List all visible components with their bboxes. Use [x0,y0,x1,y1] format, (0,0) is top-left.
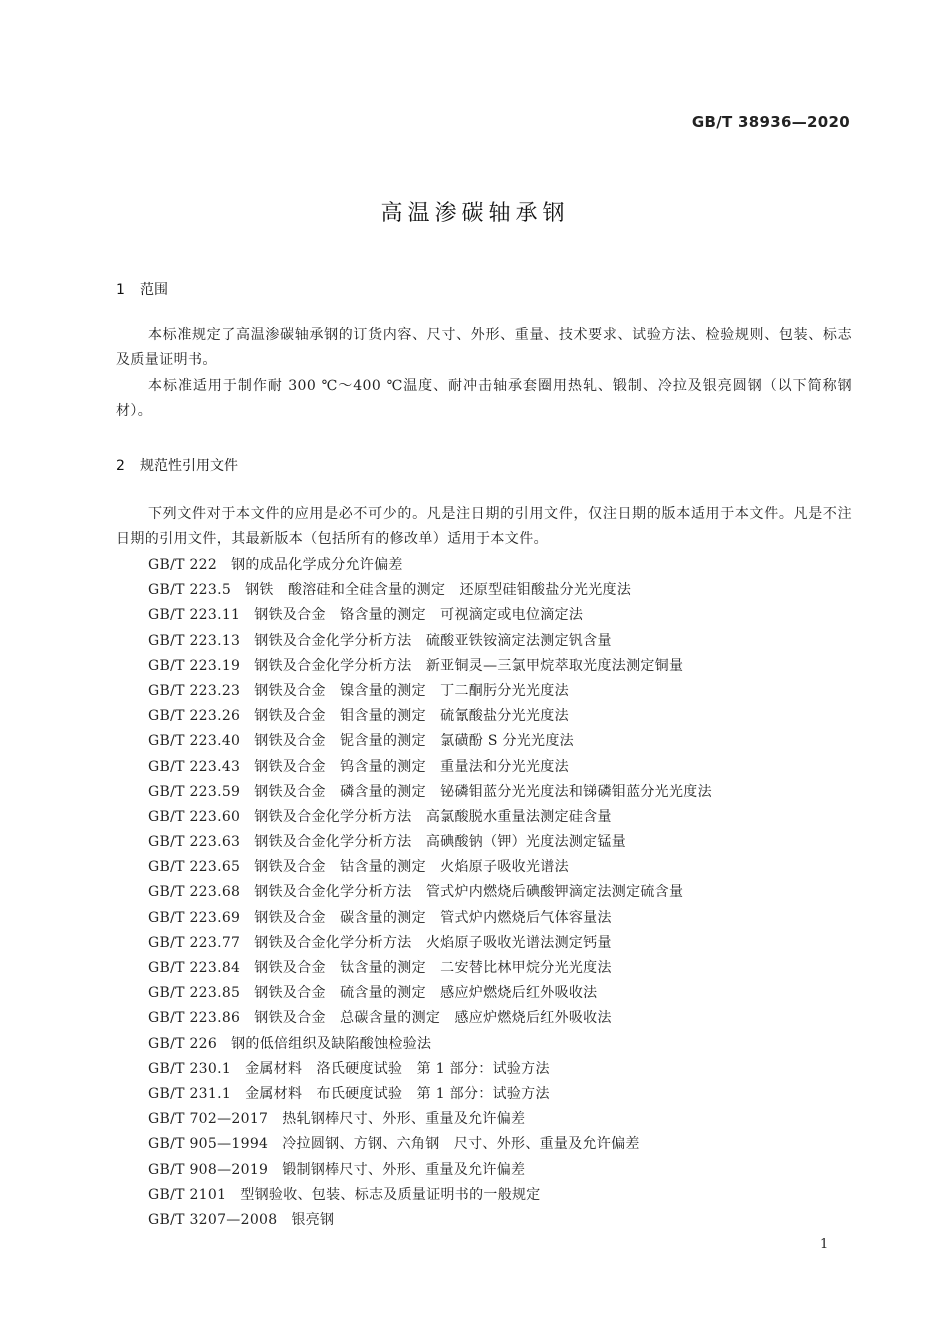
reference-item [148,553,712,578]
section-title: 范围 [140,282,168,298]
reference-item [148,704,712,729]
reference-code: GB/T 3207—2008 [148,1211,278,1228]
paragraph: 本标准规定了高温渗碳轴承钢的订货内容、尺寸、外形、重量、技术要求、试验方法、检验规则、包装、标志及质量证明书。 [116,327,852,368]
reference-title: 热轧钢棒尺寸、外形、重量及允许偏差 [282,1111,526,1128]
reference-item [148,1183,712,1208]
reference-title: 钢铁及合金化学分析方法 管式炉内燃烧后碘酸钾滴定法测定硫含量 [254,884,684,901]
reference-item [148,1132,712,1157]
reference-title: 钢铁及合金 硫含量的测定 感应炉燃烧后红外吸收法 [254,985,598,1002]
reference-code: GB/T 223.68 [148,884,241,901]
reference-item [148,629,712,654]
reference-code: GB/T 223.5 [148,582,232,599]
reference-title: 银亮钢 [291,1211,335,1228]
reference-title: 钢铁及合金化学分析方法 高碘酸钠（钾）光度法测定锰量 [254,834,627,851]
reference-title: 金属材料 布氏硬度试验 第 1 部分：试验方法 [245,1085,550,1102]
paragraph: 本标准适用于制作耐 300 ℃～400 ℃温度、耐冲击轴承套圈用热轧、锻制、冷拉及银亮圆钢（以下简称钢材）。 [116,378,852,419]
reference-code: GB/T 223.11 [148,607,241,624]
reference-code: GB/T 223.84 [148,960,241,976]
reference-title: 钢铁及合金 磷含量的测定 铋磷钼蓝分光光度法和锑磷钼蓝分光光度法 [254,783,712,800]
reference-title: 钢的成品化学成分允许偏差 [231,557,403,573]
section-heading-scope [116,279,168,299]
reference-item [148,956,712,981]
reference-code: GB/T 702—2017 [148,1111,269,1128]
reference-code: GB/T 223.19 [148,657,241,674]
reference-code: GB/T 223.86 [148,1010,241,1027]
reference-title: 钢铁及合金 镍含量的测定 丁二酮肟分光光度法 [254,682,569,699]
reference-code: GB/T 231.1 [148,1085,232,1102]
reference-title: 钢铁及合金 钴含量的测定 火焰原子吸收光谱法 [254,859,569,876]
reference-code: GB/T 222 [148,557,218,573]
paragraph: 下列文件对于本文件的应用是必不可少的。凡是注日期的引用文件，仅注日期的版本适用于本文件。凡是不注日期的引用文件，其最新版本（包括所有的修改单）适用于本文件。 [116,506,852,547]
reference-code: GB/T 223.69 [148,909,241,926]
reference-item [148,780,712,805]
reference-item [148,578,712,603]
section-title: 规范性引用文件 [140,458,238,474]
reference-code: GB/T 223.60 [148,808,241,825]
reference-title: 钢铁及合金 钛含量的测定 二安替比林甲烷分光光度法 [254,960,612,976]
page-number: 1 [820,1237,829,1252]
reference-item [148,654,712,679]
reference-title: 钢铁及合金化学分析方法 硫酸亚铁铵滴定法测定钒含量 [254,632,612,649]
reference-title: 钢铁及合金 碳含量的测定 管式炉内燃烧后气体容量法 [254,909,612,926]
reference-code: GB/T 223.77 [148,934,241,951]
reference-item [148,880,712,905]
reference-item [148,1006,712,1031]
reference-item [148,830,712,855]
reference-item [148,1158,712,1183]
reference-item [148,1208,712,1233]
section-heading-normative-references [116,455,238,475]
reference-code: GB/T 223.85 [148,985,241,1002]
reference-list [148,553,712,1233]
reference-title: 钢铁及合金 铬含量的测定 可视滴定或电位滴定法 [254,607,584,624]
reference-item [148,1032,712,1057]
reference-title: 钢铁及合金 钨含量的测定 重量法和分光光度法 [254,758,569,775]
reference-item [148,1082,712,1107]
reference-item [148,603,712,628]
reference-title: 钢铁及合金化学分析方法 高氯酸脱水重量法测定硅含量 [254,808,612,825]
reference-title: 钢铁及合金 总碳含量的测定 感应炉燃烧后红外吸收法 [254,1010,612,1027]
reference-code: GB/T 908—2019 [148,1161,269,1178]
reference-code: GB/T 223.43 [148,758,241,775]
reference-item [148,931,712,956]
reference-code: GB/T 226 [148,1035,218,1052]
reference-item [148,1107,712,1132]
reference-title: 锻制钢棒尺寸、外形、重量及允许偏差 [282,1161,526,1178]
reference-title: 型钢验收、包装、标志及质量证明书的一般规定 [240,1186,541,1203]
reference-item [148,755,712,780]
reference-title: 钢铁 酸溶硅和全硅含量的测定 还原型硅钼酸盐分光光度法 [245,582,632,599]
document-title: 高温渗碳轴承钢 [380,201,570,226]
reference-code: GB/T 223.40 [148,733,241,750]
reference-code: GB/T 223.63 [148,834,241,851]
reference-code: GB/T 230.1 [148,1060,232,1077]
reference-title: 钢铁及合金化学分析方法 新亚铜灵—三氯甲烷萃取光度法测定铜量 [254,657,684,674]
reference-item [148,805,712,830]
section-number: 2 [116,458,125,474]
standard-number: GB/T 38936—2020 [691,113,850,131]
reference-title: 钢的低倍组织及缺陷酸蚀检验法 [231,1035,432,1052]
reference-item [148,1057,712,1082]
reference-title: 钢铁及合金化学分析方法 火焰原子吸收光谱法测定钙量 [254,934,612,951]
reference-code: GB/T 223.23 [148,682,241,699]
reference-item [148,679,712,704]
reference-code: GB/T 223.59 [148,783,241,800]
reference-code: GB/T 223.26 [148,708,241,725]
reference-title: 钢铁及合金 铌含量的测定 氯磺酚 S 分光光度法 [254,733,574,750]
reference-title: 钢铁及合金 钼含量的测定 硫氰酸盐分光光度法 [254,708,569,725]
reference-title: 金属材料 洛氏硬度试验 第 1 部分：试验方法 [245,1060,550,1077]
reference-code: GB/T 905—1994 [148,1136,269,1153]
reference-code: GB/T 2101 [148,1186,227,1203]
reference-code: GB/T 223.65 [148,859,241,876]
reference-item [148,906,712,931]
reference-item [148,855,712,880]
reference-title: 冷拉圆钢、方钢、六角钢 尺寸、外形、重量及允许偏差 [282,1136,640,1153]
section-number: 1 [116,282,125,298]
reference-item [148,729,712,754]
reference-item [148,981,712,1006]
reference-code: GB/T 223.13 [148,632,241,649]
